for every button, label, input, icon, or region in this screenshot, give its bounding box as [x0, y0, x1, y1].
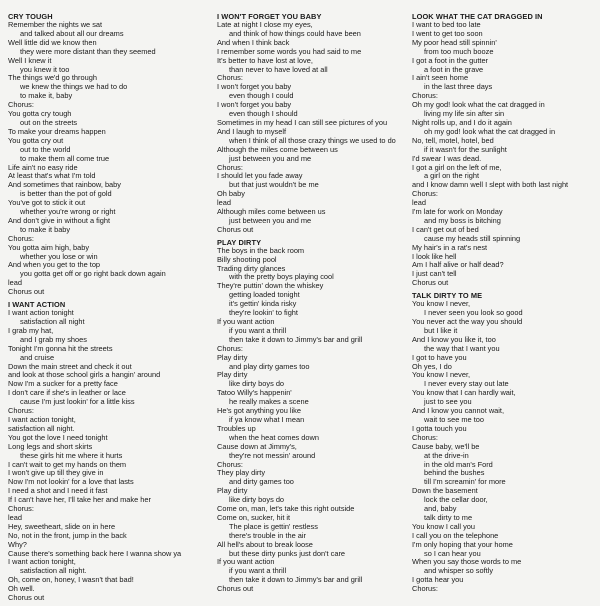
song-title: TALK DIRTY TO ME	[412, 291, 483, 301]
lyric-line: and I grab my shoes	[20, 335, 87, 344]
lyric-line: Billy shooting pool	[217, 255, 277, 264]
lyric-line: Come on, man, let's take this right outside	[217, 505, 355, 514]
lyric-line: Trading dirty glances	[217, 264, 286, 273]
lyric-line: I'm only hoping that your home	[412, 540, 513, 549]
lyric-line: and, baby	[424, 505, 457, 514]
lyric-line: but these dirty punks just don't care	[229, 549, 346, 558]
lyrics-column-3	[412, 12, 597, 597]
lyric-line: satisfaction all night	[20, 318, 85, 326]
lyric-line: I can't wait to get my hands on them	[8, 460, 127, 469]
lyric-line: cause my heads still spinning	[424, 234, 521, 243]
lyric-line: And when I think back	[217, 38, 290, 47]
lyric-line: out on the streets	[20, 118, 78, 127]
lyric-line: Chorus:	[412, 433, 438, 442]
song-talk-dirty-to-me	[412, 291, 597, 594]
lyric-line: lead	[217, 199, 231, 208]
lyric-line: he really makes a scene	[229, 398, 309, 407]
lyric-line: Well I knew it	[8, 56, 52, 65]
lyric-line: Chorus:	[412, 92, 438, 101]
lyric-line: I never seen you look so good	[424, 309, 523, 318]
lyric-line: I never every stay out late	[424, 380, 509, 389]
lyric-line: Oh my god! look what the cat dragged in	[412, 101, 545, 110]
lyric-line: Tatoo Willy's happenin'	[217, 389, 292, 398]
song-title: PLAY DIRTY	[217, 237, 262, 247]
lyric-line: and play dirty games too	[229, 362, 310, 371]
lyric-line: whether you lose or win	[20, 252, 98, 261]
lyric-line: at the drive-in	[424, 451, 469, 460]
lyric-line: You gotta cry out	[8, 136, 64, 145]
lyric-line: I'd swear I was dead.	[412, 154, 482, 163]
lyric-line: Oh, come on, honey, I wasn't that bad!	[8, 576, 134, 585]
lyric-line: than never to have loved at all	[229, 65, 328, 74]
lyric-line: Now I'm not lookin' for a love that lasts	[8, 478, 134, 487]
lyric-line: You know that I can hardly wait,	[412, 389, 516, 398]
lyric-line: is better than the pot of gold	[20, 190, 112, 199]
lyric-line: just between you and me	[229, 216, 312, 225]
lyric-line: I want action tonight,	[8, 558, 76, 567]
lyric-line: even though I should	[229, 110, 298, 119]
lyric-line: you gotta get off or go right back down again	[20, 270, 166, 279]
lyric-line: and whisper so softly	[424, 567, 494, 576]
lyric-line: oh my god! look what the cat dragged in	[424, 127, 556, 136]
lyric-line: Chorus:	[8, 505, 34, 514]
lyric-line: And I know you like it, too	[412, 335, 496, 344]
lyric-line: like dirty boys do	[229, 380, 285, 389]
lyric-line: You gotta cry tough	[8, 110, 72, 119]
lyric-line: these girls hit me where it hurts	[20, 451, 123, 460]
lyric-line: we knew the things we had to do	[20, 83, 128, 92]
lyric-line: Oh baby	[217, 190, 245, 199]
song-i-want-action	[8, 300, 193, 603]
lyric-line: Cause down at Jimmy's,	[217, 442, 297, 451]
lyric-line: lead	[8, 279, 22, 288]
lyric-line: till I'm screamin' for more	[424, 478, 506, 487]
lyric-line: Sometimes in my head I can still see pictures of you	[217, 118, 388, 127]
lyric-line: Am I half alive or half dead?	[412, 261, 504, 270]
lyric-line: You never act the way you should	[412, 318, 523, 326]
lyric-line: to make them all come true	[20, 154, 110, 163]
lyric-line: You got the love I need tonight	[8, 433, 108, 442]
lyric-line: they were more distant than they seemed	[20, 47, 156, 56]
lyric-line: Chorus:	[412, 190, 438, 199]
lyric-line: it's gettin' kinda risky	[229, 300, 297, 309]
lyric-line: No, not in the front, jump in the back	[8, 531, 127, 540]
lyric-line: Chorus:	[8, 101, 34, 110]
lyric-line: I can't get out of bed	[412, 225, 479, 234]
lyric-line: and my boss is bitching	[424, 216, 501, 225]
lyric-line: And I laugh to myself	[217, 127, 287, 136]
lyric-line: they're not messin' around	[229, 451, 316, 460]
lyric-line: Chorus out	[8, 288, 45, 297]
lyric-line: My poor head still spinnin'	[412, 38, 497, 47]
lyric-line: when the heat comes down	[229, 433, 319, 442]
lyric-line: I don't care if she's in leather or lace	[8, 389, 126, 398]
lyric-line: I need a shot and I need it fast	[8, 487, 108, 496]
lyric-line: if ya know what I mean	[229, 415, 305, 424]
lyric-line: in the last three days	[424, 83, 493, 92]
lyric-line: I look like hell	[412, 252, 457, 261]
lyric-line: Chorus:	[217, 163, 243, 172]
lyric-line: cause I'm just lookin' for a little kiss	[20, 398, 135, 407]
lyrics-column-1	[8, 12, 193, 606]
lyric-line: Although miles come between us	[217, 208, 326, 217]
lyric-line: Cause baby, we'll be	[412, 442, 480, 451]
lyric-line: but I like it	[424, 326, 458, 335]
lyric-line: Chorus:	[217, 74, 243, 83]
lyric-line: and dirty games too	[229, 478, 294, 487]
lyric-line: Down the main street and check it out	[8, 362, 132, 371]
lyric-line: Chorus:	[8, 234, 34, 243]
lyric-line: He's got anything you like	[217, 407, 301, 416]
lyric-line: If you want action	[217, 558, 275, 567]
lyric-line: talk dirty to me	[424, 513, 473, 522]
lyric-line: You gotta aim high, baby	[8, 243, 90, 252]
lyric-line: I won't give up till they give in	[8, 469, 104, 478]
lyric-line: I should let you fade away	[217, 172, 303, 181]
lyric-line: lock the cellar door,	[424, 496, 488, 505]
lyric-line: Chorus:	[412, 585, 438, 594]
lyric-line: And I know you cannot wait,	[412, 407, 505, 416]
lyric-line: Now I'm a sucker for a pretty face	[8, 380, 118, 389]
lyric-line: Chorus out	[217, 585, 254, 594]
lyric-line: Play dirty	[217, 371, 248, 380]
lyric-line: It's better to have lost at love,	[217, 56, 313, 65]
lyric-line: the way that I want you	[424, 344, 500, 353]
lyric-line: and cruise	[20, 353, 55, 362]
lyric-line: you knew it too	[20, 65, 70, 74]
lyric-line: To make your dreams happen	[8, 127, 106, 136]
lyric-line: from too much booze	[424, 47, 494, 56]
lyric-line: even though I could	[229, 92, 294, 101]
lyric-line: just between you and me	[229, 154, 312, 163]
lyric-line: with the pretty boys playing cool	[229, 273, 334, 282]
lyric-line: lead	[412, 199, 426, 208]
song-play-dirty	[217, 238, 402, 594]
lyric-line: I got to have you	[412, 353, 467, 362]
lyric-line: and I know damn well I slept with both last night	[412, 181, 569, 190]
song-i-won-t-forget-you-baby	[217, 12, 402, 235]
lyric-line: My hair's in a rat's nest	[412, 243, 488, 252]
lyric-line: I won't forget you baby	[217, 83, 292, 92]
lyric-line: satisfaction all night.	[20, 567, 87, 576]
lyric-line: living my life sin after sin	[424, 110, 505, 119]
lyric-line: Chorus out	[412, 279, 449, 288]
lyric-line: Play dirty	[217, 353, 248, 362]
lyric-line: I call you on the telephone	[412, 531, 499, 540]
lyric-line: they're lookin' to fight	[229, 309, 298, 318]
lyric-line: Chorus:	[217, 344, 243, 353]
lyric-line: then take it down to Jimmy's bar and grill	[229, 576, 363, 585]
lyric-line: I'm late for work on Monday	[412, 208, 503, 217]
lyric-line: Oh yes, I do	[412, 362, 452, 371]
lyric-line: I went to get too soon	[412, 29, 483, 38]
lyric-line: to make it, baby	[20, 92, 73, 101]
lyric-line: Chorus:	[8, 407, 34, 416]
lyric-line: I gotta hear you	[412, 576, 464, 585]
lyric-line: and think of how things could have been	[229, 29, 361, 38]
lyric-line: Chorus out	[8, 594, 45, 603]
lyric-line: just to see you	[424, 398, 472, 407]
lyric-line: Night rolls up, and I do it again	[412, 118, 512, 127]
lyric-line: a foot in the grave	[424, 65, 484, 74]
lyric-line: there's trouble in the air	[229, 531, 307, 540]
lyric-line: You know I never,	[412, 371, 471, 380]
lyric-line: Play dirty	[217, 487, 248, 496]
lyrics-column-2	[217, 12, 402, 597]
lyric-line: I got a girl on the left of me,	[412, 163, 502, 172]
lyric-line: Remember the nights we sat	[8, 21, 103, 29]
lyric-line: They're puttin' down the whiskey	[217, 282, 324, 291]
lyric-line: Cause there's something back here I wanna show ya	[8, 549, 182, 558]
lyric-line: I gotta touch you	[412, 424, 467, 433]
lyric-line: I ain't seen home	[412, 74, 469, 83]
lyric-line: behind the bushes	[424, 469, 485, 478]
lyric-line: Hey, sweetheart, slide on in here	[8, 522, 116, 531]
lyric-line: Why?	[8, 540, 27, 549]
lyric-line: lead	[8, 513, 22, 522]
lyric-line: Troubles up	[217, 424, 256, 433]
lyric-line: I want action tonight	[8, 309, 74, 318]
lyric-line: And don't give in without a fight	[8, 216, 111, 225]
lyric-line: Down the basement	[412, 487, 478, 496]
lyric-line: if it wasn't for the sunlight	[424, 145, 507, 154]
lyric-line: Late at night I close my eyes,	[217, 21, 313, 29]
lyric-line: I want action tonight,	[8, 415, 76, 424]
lyric-line: out to the world	[20, 145, 71, 154]
lyric-line: The boys in the back room	[217, 246, 305, 255]
lyric-line: to make it baby	[20, 225, 71, 234]
lyric-line: If I can't have her, I'll take her and make her	[8, 496, 151, 505]
lyric-line: I got a foot in the gutter	[412, 56, 489, 65]
lyric-line: Chorus out	[217, 225, 254, 234]
lyric-line: I just can't tell	[412, 270, 457, 279]
lyric-line: Come on, sucker, hit it	[217, 513, 291, 522]
lyric-line: Although the miles come between us	[217, 145, 338, 154]
lyric-line: Life ain't no easy ride	[8, 163, 78, 172]
lyric-line: whether you're wrong or right	[20, 208, 116, 217]
lyric-line: getting loaded tonight	[229, 291, 300, 300]
lyric-line: Oh well.	[8, 585, 35, 594]
lyric-line: All hell's about to break loose	[217, 540, 313, 549]
lyric-line: a girl on the right	[424, 172, 480, 181]
lyric-line: You know I call you	[412, 522, 475, 531]
lyric-line: No, tell, motel, hotel, bed	[412, 136, 494, 145]
lyric-line: when I think of all those crazy things we used to do	[229, 136, 396, 145]
lyric-line: I remember some words you had said to me	[217, 47, 362, 56]
lyric-line: And sometimes that rainbow, baby	[8, 181, 121, 190]
song-look-what-the-cat-dragged-in	[412, 12, 597, 288]
lyric-line: I won't forget you baby	[217, 101, 292, 110]
lyric-line: but that just wouldn't be me	[229, 181, 319, 190]
lyric-line: like dirty boys do	[229, 496, 285, 505]
song-title: I WANT ACTION	[8, 300, 66, 310]
song-cry-tough	[8, 12, 193, 297]
lyric-line: The things we'd go through	[8, 74, 97, 83]
lyric-line: When you say those words to me	[412, 558, 522, 567]
lyric-line: The place is gettin' restless	[229, 522, 318, 531]
lyric-line: You know I never,	[412, 300, 471, 309]
lyric-line: Tonight I'm gonna hit the streets	[8, 344, 113, 353]
lyric-line: if you want a thrill	[229, 326, 287, 335]
lyric-line: Well little did we know then	[8, 38, 97, 47]
lyric-line: then take it down to Jimmy's bar and grill	[229, 335, 363, 344]
lyric-line: in the old man's Ford	[424, 460, 493, 469]
lyric-line: so I can hear you	[424, 549, 481, 558]
lyric-line: At least that's what I'm told	[8, 172, 96, 181]
lyric-line: satisfaction all night.	[8, 424, 75, 433]
lyric-line: Chorus:	[217, 460, 243, 469]
lyric-line: They play dirty	[217, 469, 266, 478]
song-title: LOOK WHAT THE CAT DRAGGED IN	[412, 12, 543, 21]
lyric-line: and talked about all our dreams	[20, 29, 124, 38]
lyric-line: Long legs and short skirts	[8, 442, 93, 451]
lyric-line: I grab my hat,	[8, 326, 54, 335]
lyric-line: and look at those school girls a hangin' around	[8, 371, 161, 380]
lyric-line: If you want action	[217, 318, 275, 326]
lyric-line: And when you get to the top	[8, 261, 101, 270]
song-title: CRY TOUGH	[8, 12, 53, 21]
lyric-line: if you want a thrill	[229, 567, 287, 576]
song-title: I WON'T FORGET YOU BABY	[217, 12, 322, 21]
lyric-line: wait to see me too	[424, 415, 484, 424]
lyric-line: I want to bed too late	[412, 21, 481, 29]
lyric-line: You've got to stick it out	[8, 199, 86, 208]
